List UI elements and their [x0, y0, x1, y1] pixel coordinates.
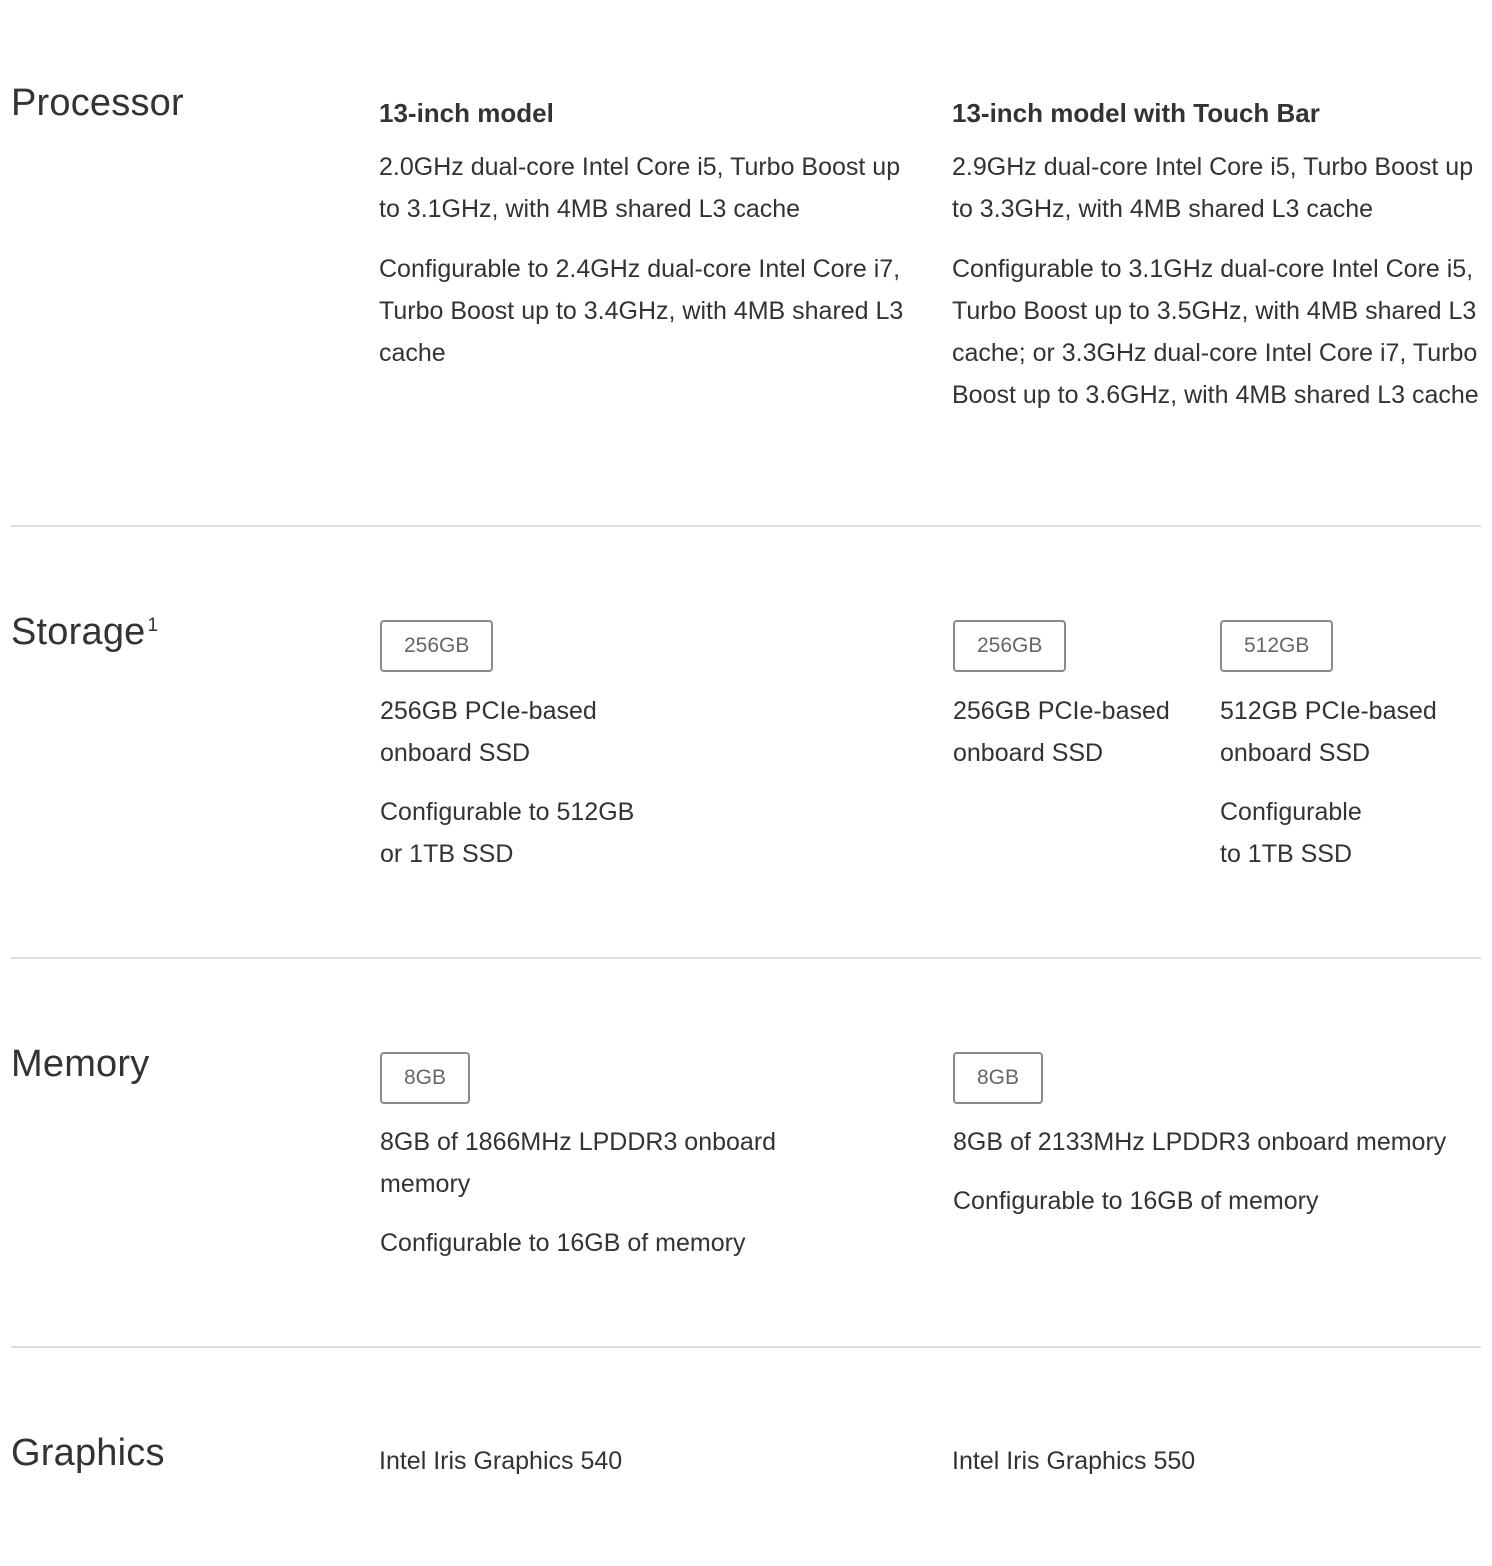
processor-title: Processor — [11, 82, 184, 124]
processor-config-spec: Configurable to 3.1GHz dual-core Intel Core i5, Turbo Boost up to 3.5GHz, with 4MB shared L3 cache; or 3.3GHz dual-core Intel Core i7, Turbo Boost up to 3.6GHz, with 4MB shared L3 cache — [952, 255, 1479, 409]
model-heading: 13-inch model — [379, 98, 554, 128]
processor-section — [0, 0, 1492, 526]
graphics-spec: Intel Iris Graphics 540 — [379, 1447, 623, 1475]
storage-section — [0, 527, 1492, 957]
storage-spec — [380, 690, 700, 774]
storage-spec-line: onboard SSD — [380, 739, 531, 767]
memory-section — [0, 959, 1492, 1347]
graphics-model-13 — [379, 1440, 859, 1482]
storage-option-512-touchbar — [1220, 620, 1480, 875]
storage-spec-line: onboard SSD — [953, 739, 1104, 767]
storage-config-line: Configurable to 512GB — [380, 798, 635, 826]
storage-spec-line: 512GB PCIe-based — [1220, 697, 1437, 725]
storage-badge-512gb[interactable]: 512GB — [1220, 620, 1333, 672]
storage-spec — [1220, 690, 1480, 774]
storage-badge-256gb[interactable]: 256GB — [380, 620, 493, 672]
storage-spec — [953, 690, 1203, 774]
processor-model-13 — [379, 96, 919, 374]
memory-spec: 8GB of 2133MHz LPDDR3 onboard memory — [953, 1128, 1447, 1156]
storage-config-line: or 1TB SSD — [380, 840, 514, 868]
graphics-section — [0, 1348, 1492, 1566]
model-heading: 13-inch model with Touch Bar — [952, 98, 1320, 128]
storage-option-256-touchbar — [953, 620, 1203, 774]
processor-config-spec: Configurable to 2.4GHz dual-core Intel Core i7, Turbo Boost up to 3.4GHz, with 4MB shared L3 cache — [379, 255, 904, 367]
memory-config: Configurable to 16GB of memory — [380, 1229, 746, 1257]
graphics-model-13-touchbar — [952, 1440, 1432, 1482]
graphics-spec: Intel Iris Graphics 550 — [952, 1447, 1196, 1475]
storage-title — [11, 611, 158, 654]
memory-spec-line: 8GB of 1866MHz LPDDR3 onboard — [380, 1128, 777, 1156]
processor-base-spec: 2.0GHz dual-core Intel Core i5, Turbo Boost up to 3.1GHz, with 4MB shared L3 cache — [379, 153, 901, 223]
storage-spec-line: 256GB PCIe-based — [380, 697, 597, 725]
memory-badge-8gb[interactable]: 8GB — [953, 1052, 1043, 1104]
memory-badge-8gb[interactable]: 8GB — [380, 1052, 470, 1104]
storage-badge-256gb[interactable]: 256GB — [953, 620, 1066, 672]
memory-option-13-touchbar — [953, 1052, 1483, 1222]
storage-config — [1220, 791, 1480, 875]
memory-config: Configurable to 16GB of memory — [953, 1187, 1319, 1215]
graphics-title: Graphics — [11, 1432, 165, 1474]
processor-model-13-touchbar — [952, 96, 1492, 416]
memory-spec — [380, 1121, 860, 1205]
storage-option-256-13 — [380, 620, 700, 875]
processor-base-spec: 2.9GHz dual-core Intel Core i5, Turbo Boost up to 3.3GHz, with 4MB shared L3 cache — [952, 153, 1474, 223]
storage-spec-line: 256GB PCIe-based — [953, 697, 1170, 725]
storage-config-line: to 1TB SSD — [1220, 840, 1352, 868]
memory-title: Memory — [11, 1043, 150, 1085]
storage-footnote[interactable]: 1 — [147, 615, 159, 636]
memory-option-13 — [380, 1052, 860, 1264]
memory-spec-line: memory — [380, 1170, 471, 1198]
storage-spec-line: onboard SSD — [1220, 739, 1371, 767]
storage-config-line: Configurable — [1220, 798, 1362, 826]
storage-title-text: Storage — [11, 611, 146, 653]
storage-config — [380, 791, 700, 875]
